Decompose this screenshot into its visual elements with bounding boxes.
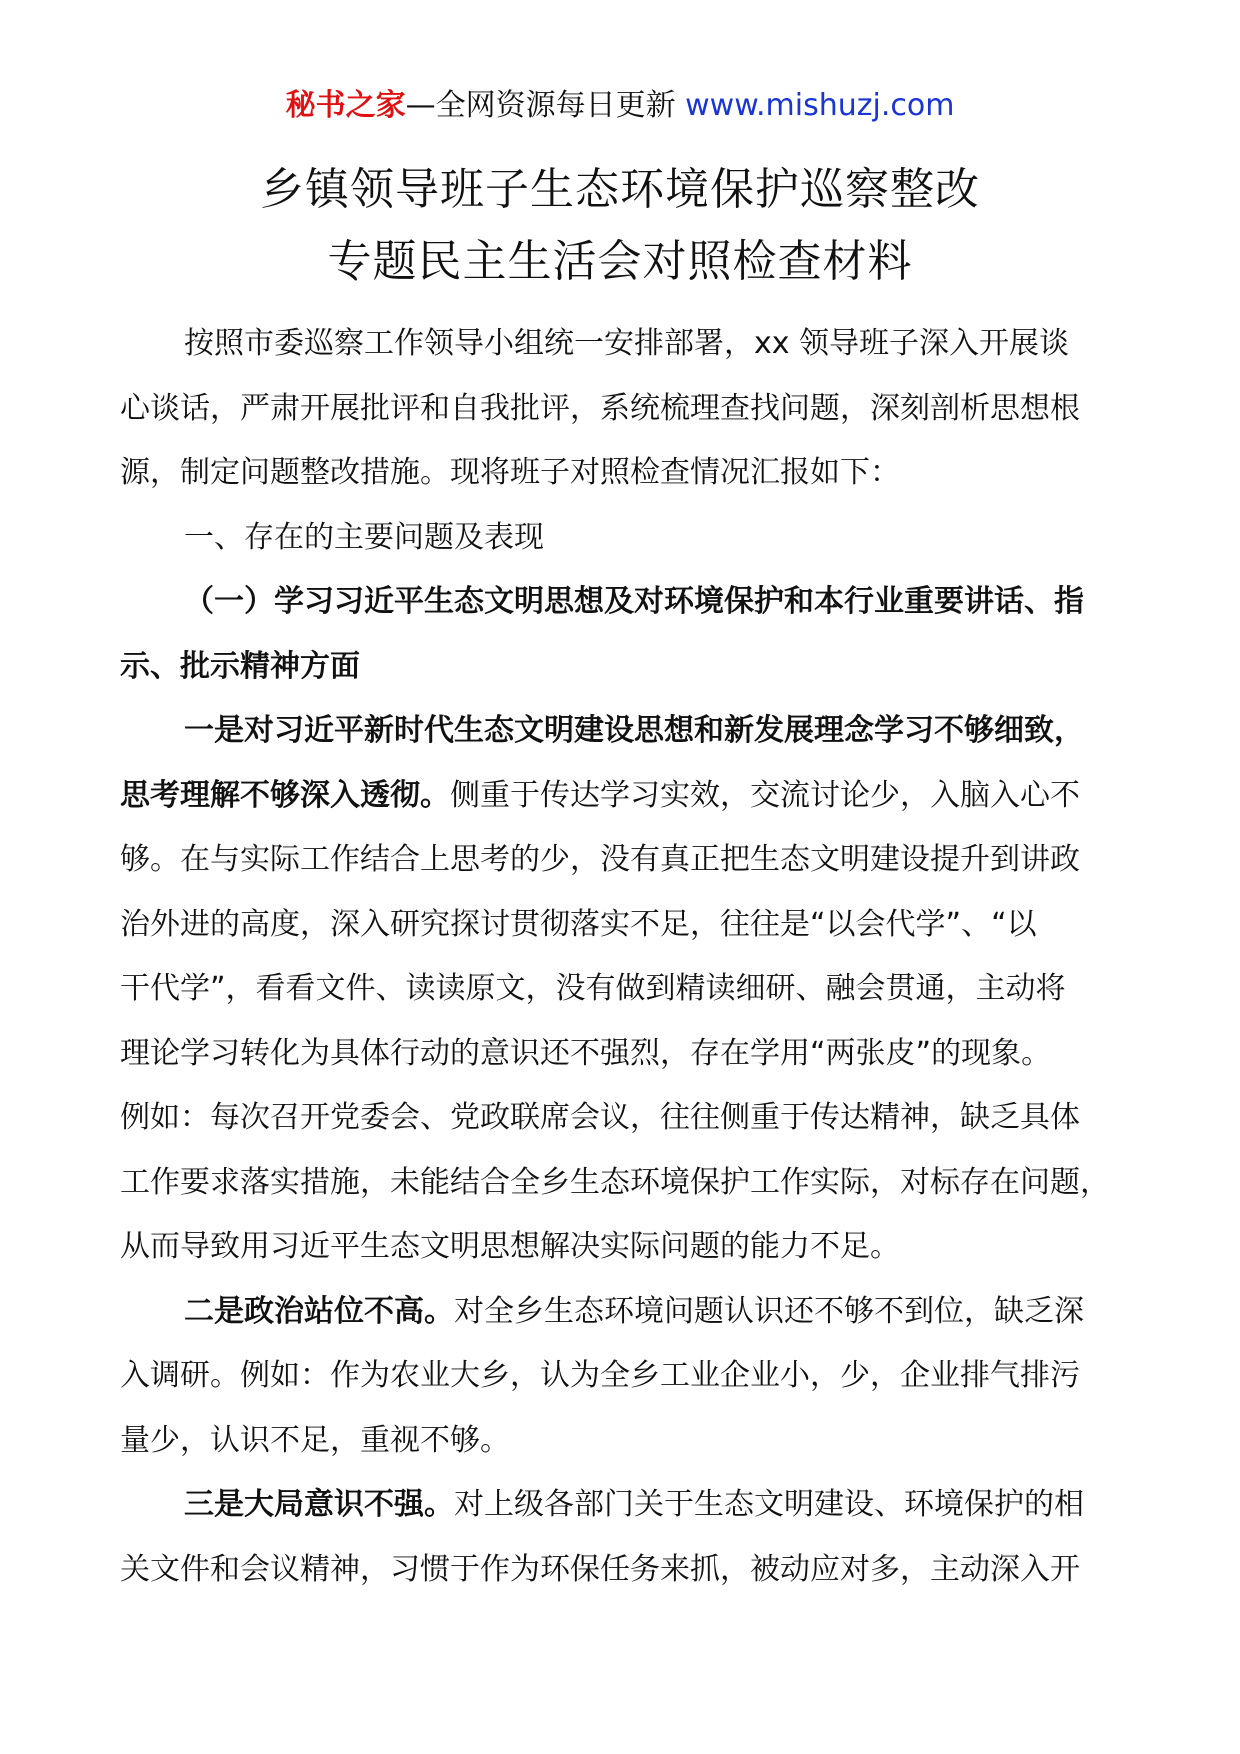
doc-title-line-1: 乡镇领导班子生态环境保护巡察整改 bbox=[260, 164, 980, 215]
doc-title-line-2: 专题民主生活会对照检查材料 bbox=[327, 236, 913, 287]
text-line: 源，制定问题整改措施。现将班子对照检查情况汇报如下： bbox=[120, 455, 900, 490]
text-line: 治外进的高度，深入研究探讨贯彻落实不足，往往是“以会代学”、“以 bbox=[120, 906, 1037, 942]
text-line: 一、存在的主要问题及表现 bbox=[184, 519, 544, 555]
text-line: 示、批示精神方面 bbox=[120, 648, 360, 684]
text-line: 心谈话，严肃开展批评和自我批评，系统梳理查找问题，深刻剖析思想根 bbox=[120, 390, 1080, 426]
point-3-paragraph bbox=[120, 1473, 1138, 1602]
text-line: 工作要求落实措施，未能结合全乡生态环境保护工作实际，对标存在问题， bbox=[120, 1164, 1110, 1200]
text-line: 关文件和会议精神，习惯于作为环保任务来抓，被动应对多，主动深入开 bbox=[120, 1551, 1080, 1587]
point-1-lead: 一是对习近平新时代生态文明建设思想和新发展理念学习不够细致， bbox=[184, 713, 1084, 748]
site-banner bbox=[0, 84, 1240, 128]
document-body bbox=[120, 312, 1138, 1602]
brand-name: 秘书之家 bbox=[285, 88, 406, 123]
banner-tagline: —全网资源每日更新 bbox=[405, 88, 686, 123]
point-2-text: 对全乡生态环境问题认识还不够不到位，缺乏深 bbox=[454, 1293, 1084, 1329]
intro-paragraph bbox=[120, 312, 1138, 506]
point-1-lead-end: 思考理解不够深入透彻。 bbox=[120, 777, 450, 813]
text-line: 从而导致用习近平生态文明思想解决实际问题的能力不足。 bbox=[120, 1229, 900, 1264]
section-heading-1 bbox=[120, 506, 1138, 571]
text-line: 够。在与实际工作结合上思考的少，没有真正把生态文明建设提升到讲政 bbox=[120, 842, 1080, 877]
text-line: 按照市委巡察工作领导小组统一安排部署，xx 领导班子深入开展谈 bbox=[184, 326, 1070, 361]
point-1-text: 侧重于传达学习实效，交流讨论少，入脑入心不 bbox=[450, 777, 1080, 813]
text-line: 干代学”，看看文件、读读原文，没有做到精读细研、融会贯通，主动将 bbox=[120, 971, 1066, 1006]
text-line: 入调研。例如：作为农业大乡，认为全乡工业企业小，少，企业排气排污 bbox=[120, 1358, 1080, 1393]
point-3-lead: 三是大局意识不强。 bbox=[184, 1487, 454, 1522]
subsection-heading-1 bbox=[120, 570, 1138, 699]
point-2-paragraph bbox=[120, 1280, 1138, 1474]
site-url[interactable]: www.mishuzj.com bbox=[685, 88, 955, 123]
text-line: （一）学习习近平生态文明思想及对环境保护和本行业重要讲话、指 bbox=[184, 584, 1084, 619]
text-line: 例如：每次召开党委会、党政联席会议，往往侧重于传达精神，缺乏具体 bbox=[120, 1100, 1080, 1135]
text-line: 理论学习转化为具体行动的意识还不强烈，存在学用“两张皮”的现象。 bbox=[120, 1035, 1052, 1071]
point-2-lead: 二是政治站位不高。 bbox=[184, 1293, 454, 1329]
text-line: 量少，认识不足，重视不够。 bbox=[120, 1422, 510, 1458]
point-3-text: 对上级各部门关于生态文明建设、环境保护的相 bbox=[454, 1487, 1084, 1522]
point-1-paragraph bbox=[120, 699, 1138, 1280]
